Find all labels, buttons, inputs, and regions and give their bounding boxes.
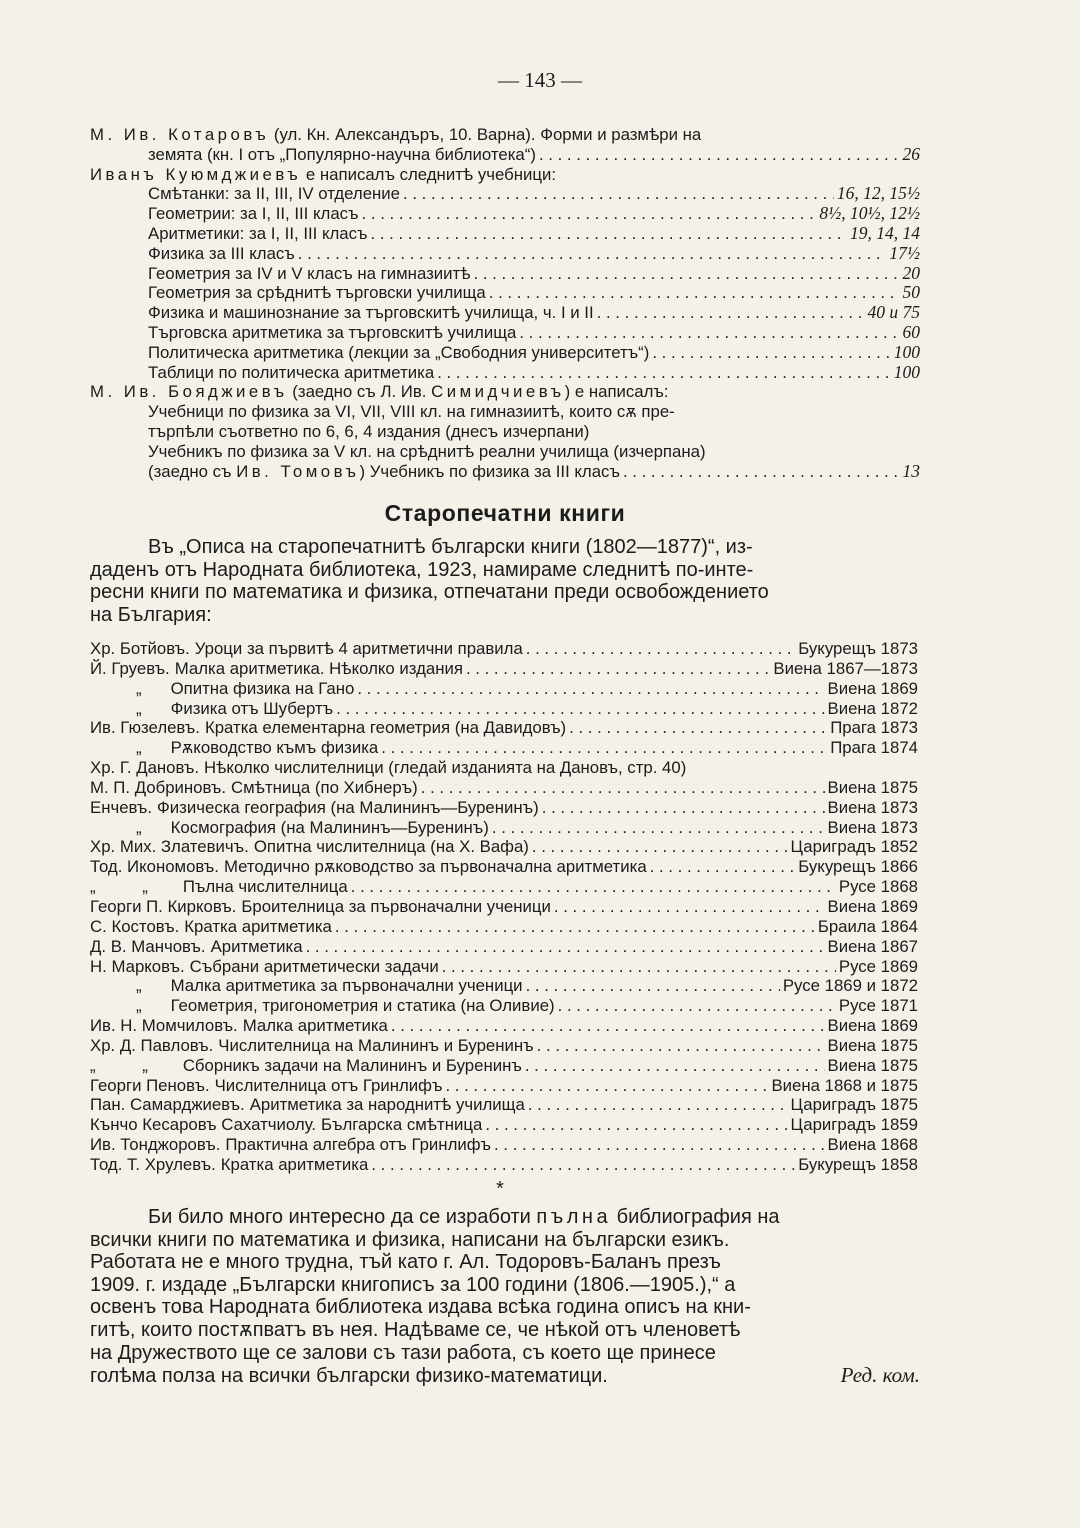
book-place-year: Виена 1875 [827,1035,918,1055]
book-author: „ [136,738,142,758]
book-title: Методично рѫководство за първоначална аритметика [223,857,647,877]
book-place-year: Русе 1871 [838,996,918,1016]
textbook-row [90,323,920,343]
textbook-value: 17½ [889,242,920,263]
book-author: Тод. Икономовъ. [90,857,219,877]
book-row [90,957,918,977]
dot-leader [362,204,817,224]
book-place-year: Виена 1872 [827,698,918,718]
book-title: Малка аритметика [242,1016,388,1036]
entry-text: (заедно съ [148,461,232,481]
authors-textbook-list [90,125,920,481]
book-row [90,857,918,877]
textbook-title: Геометрии: за I, II, III класъ [148,204,359,224]
book-row [90,659,918,679]
book-title: Физика отъ Шубертъ [170,698,334,718]
book-author: Хр. Мих. Златевичъ. [90,837,249,857]
dot-leader [554,897,825,917]
entry-text: (ул. Кн. Александъръ, 10. Варна). Форми и размѣри на [273,125,702,144]
book-author: Георги П. Кирковъ. [90,896,237,916]
dot-leader [421,778,825,798]
coauthor-name: Ив. Томовъ [236,461,360,481]
intro-paragraph [90,536,920,626]
dot-leader [336,699,824,719]
intro-line: ресни книги по математика и физика, отпечатани преди освобождението [90,581,769,603]
textbook-title: Търговска аритметика за търговскитѣ училища [148,322,517,342]
closing-line: Работата не е много трудна, тъй като г. Ал. Тодоровъ-Баланъ презъ [90,1251,721,1274]
textbook-value: 100 [893,361,920,382]
book-place-year: Букурещъ 1873 [798,639,918,658]
textbook-title: Смѣтанки: за II, III, IV отделение [148,184,401,204]
textbook-row [90,184,920,204]
textbook-row [90,224,920,244]
dot-leader [466,659,770,679]
author-name: Иванъ Куюмджиевъ [90,164,302,184]
book-place-year: Виена 1868 [827,1135,918,1155]
dot-leader [403,184,834,204]
boyadzhiev-line: Учебникъ по физика за V кл. на срѣднитѣ реални училища (изчерпана) [148,441,706,461]
book-title: Рѫководство къмъ физика [170,738,379,758]
book-author: Ив. Гюзелевъ. [90,718,200,738]
book-row [90,798,918,818]
dot-leader [445,1076,768,1096]
book-row [90,718,918,738]
book-place-year: Цариградъ 1852 [790,837,918,857]
author-name: М. Ив. Котаровъ [90,125,270,144]
book-place-year: Виена 1867 [827,936,918,956]
dot-leader [381,738,827,758]
closing-last-line [90,1364,920,1388]
book-place-year: Букурещъ 1866 [798,857,918,877]
textbook-value: 60 [902,321,920,342]
author-name: М. Ив. Бояджиевъ [90,382,288,402]
textbook-row [90,204,920,224]
book-author: Тод. Т. Хрулевъ. [90,1154,216,1174]
dot-leader [526,976,780,996]
book-author: „ [136,817,142,837]
book-author: Хр. Д. Павловъ. [90,1035,214,1055]
book-author: „ [136,976,142,996]
book-row [90,937,918,957]
textbook-title: Аритметики: за I, II, III класъ [148,223,368,243]
dot-leader [569,718,827,738]
dot-leader [494,1135,824,1155]
textbook-row [90,363,920,383]
book-author: Хр. Г. Дановъ. [90,758,200,778]
book-place-year: Букурещъ 1858 [798,1154,918,1174]
coauthor-name: Симидчиевъ [431,382,565,402]
dot-leader [335,917,815,937]
book-author: Ив. Тонджоровъ. [90,1135,221,1155]
book-title: Българска смѣтница [321,1115,483,1135]
textbook-row [90,244,920,264]
dot-leader [542,798,825,818]
intro-line: на България: [90,603,212,626]
book-author: Кънчо Кесаровъ Сахатчиолу. [90,1115,317,1135]
book-row [90,639,918,659]
book-author: Хр. Ботйовъ. [90,639,190,658]
dot-leader [298,244,887,264]
dot-leader [306,937,825,957]
book-row [90,818,918,838]
book-title: Космография (на Малининъ—Буренинъ) [170,817,489,837]
kuyumdzhiev-intro [90,165,920,185]
textbook-title: Физика и машинознание за търговскитѣ училища, ч. I и II [148,303,594,323]
section-heading: Старопечатни книги [384,500,626,526]
book-author: „ „ [90,1055,148,1075]
dot-leader [650,857,796,877]
book-author: „ [136,698,142,718]
book-row [90,679,918,699]
book-row [90,1115,918,1135]
book-author: „ „ [90,877,148,897]
book-author: „ [136,996,142,1016]
book-title: Аритметика [210,936,303,956]
boyadzhiev-line: търпѣли съответно по 6, 6, 4 издания (днесъ изчерпани) [148,421,590,441]
book-row [90,837,918,857]
boyadzhiev-intro [90,382,920,402]
dot-leader [652,343,890,363]
closing-line: гитѣ, които постѫпватъ въ нея. Надѣваме се, че нѣкой отъ членоветѣ [90,1318,741,1341]
book-author: М. П. Добриновъ. [90,777,227,797]
book-place-year: Виена 1869 [827,1016,918,1036]
closing-line: освенъ това Народната библиотека издава всѣка година описъ на кни- [90,1296,751,1319]
closing-line [90,1206,920,1229]
closing-line: на Дружеството ще се залови съ тази работа, съ което ще принесе [90,1341,716,1364]
book-title: Кратка аритметика [220,1154,369,1174]
book-place-year: Виена 1869 [827,896,918,916]
book-title: Сборникъ задачи на Малининъ и Буренинъ [182,1055,522,1075]
book-title: Нѣколко числителници (гледай изданията на Дановъ, стр. 40) [204,758,687,778]
book-title: Смѣтница (по Хибнеръ) [231,777,418,797]
emphasized-word: пълна [536,1206,612,1228]
book-title: Кратка аритметика [184,916,332,936]
dot-leader [391,1016,825,1036]
book-row [90,1095,918,1115]
entry-text: ) Учебникъ по физика за III класъ [359,461,620,481]
book-row [90,778,918,798]
book-title: Малка аритметика за първоначални ученици [170,976,523,996]
textbook-row [90,343,920,363]
book-place-year: Виена 1873 [827,797,918,817]
book-title: Аритметика за народнитѣ училища [249,1095,525,1115]
dot-leader [519,323,899,343]
book-place-year: Виена 1873 [827,817,918,837]
textbook-value: 8½, 10½, 12½ [819,203,920,224]
separator-asterisk: * [496,1178,504,1200]
dot-leader [623,462,900,482]
book-author: „ [136,678,142,698]
closing-text: библиография на [616,1206,780,1228]
book-row [90,758,918,778]
dot-leader [539,145,900,165]
textbook-value: 100 [893,341,920,362]
book-place-year: Виена 1869 [827,678,918,698]
book-title: Практична алгебра отъ Гринлифъ [225,1135,492,1155]
book-place-year: Виена 1868 и 1875 [771,1075,918,1095]
book-row [90,976,918,996]
textbook-row [90,283,920,303]
book-row [90,897,918,917]
dot-leader [357,679,824,699]
book-title: Пълна числителница [182,877,348,897]
closing-line: 1909. г. издаде „Български книгописъ за 100 години (1806.—1905.),“ а [90,1273,736,1296]
entry-text: е написалъ следнитѣ учебници: [305,164,557,184]
book-author: Ив. Н. Момчиловъ. [90,1016,238,1036]
dot-leader [525,1056,825,1076]
intro-line: Въ „Описа на старопечатнитѣ български книги (1802—1877)“, из- [148,536,753,558]
textbook-value: 40 и 75 [867,302,920,323]
book-title: Числителница отъ Гринлифъ [214,1075,443,1095]
book-title: Броителница за първоначални ученици [241,896,551,916]
book-author: Енчевъ. [90,797,153,817]
book-place-year: Прага 1873 [830,718,918,738]
textbook-row [90,303,920,323]
book-author: Георги Пеновъ. [90,1075,210,1095]
entry-text: (заедно съ Л. Ив. [292,382,427,402]
intro-line: даденъ отъ Народната библиотека, 1923, намираме следнитѣ по-инте- [90,558,754,581]
old-books-list [90,639,918,1175]
book-row [90,738,918,758]
book-title: Опитна числителница (на Х. Вафа) [253,837,529,857]
dot-leader [558,996,836,1016]
dot-leader [532,837,788,857]
entry-value: 13 [902,460,920,481]
dot-leader [351,877,836,897]
dot-leader [492,818,825,838]
book-author: С. Костовъ. [90,916,180,936]
closing-text: голѣма полза на всички български физико-математици. [90,1365,608,1388]
textbook-title: Геометрия за срѣднитѣ търговски училища [148,283,486,303]
book-row [90,877,918,897]
book-row [90,1036,918,1056]
textbook-title: Геометрия за IV и V класъ на гимназиитѣ [148,263,471,283]
book-author: Й. Груевъ. [90,658,170,678]
page-number: — 143 — [498,68,582,92]
dot-leader [371,1155,795,1175]
entry-text: земята (кн. I отъ „Популярно-научна библиотека“) [148,144,536,164]
closing-text: Би било много интересно да се изработи [148,1206,531,1228]
kotarov-entry-line2 [90,145,920,165]
boyadzhiev-last-line [90,462,920,482]
dot-leader [526,639,795,659]
book-place-year: Браила 1864 [817,916,918,936]
book-row [90,1016,918,1036]
book-title: Събрани аритметически задачи [189,956,439,976]
book-place-year: Виена 1875 [827,1055,918,1075]
textbook-value: 50 [902,282,920,303]
signature: Ред. ком. [840,1363,920,1388]
book-row [90,917,918,937]
dot-leader [597,303,865,323]
book-row [90,1056,918,1076]
closing-paragraph [90,1206,920,1388]
book-place-year: Виена 1875 [827,777,918,797]
textbook-title: Таблици по политическа аритметика [148,362,435,382]
boyadzhiev-line: Учебници по физика за VI, VII, VIII кл. на гимназиитѣ, които сѫ пре- [148,402,675,422]
book-place-year: Прага 1874 [830,738,918,758]
book-place-year: Русе 1869 и 1872 [782,976,918,996]
book-title: Числителница на Малининъ и Буренинъ [218,1035,534,1055]
book-author: Пан. Самарджиевъ. [90,1095,245,1115]
textbook-value: 16, 12, 15½ [836,183,920,204]
book-title: Геометрия, тригонометрия и статика (на Оливие) [170,996,555,1016]
book-title: Кратка елементарна геометрия (на Давидовъ) [204,718,567,738]
book-row [90,1076,918,1096]
textbook-title: Физика за III класъ [148,243,295,263]
book-author: Н. Марковъ. [90,956,185,976]
book-row [90,1135,918,1155]
book-place-year: Цариградъ 1859 [790,1115,918,1135]
book-place-year: Цариградъ 1875 [790,1095,918,1115]
dot-leader [474,264,900,284]
book-title: Физическа география (на Малининъ—Буренинъ) [157,797,539,817]
kuyumdzhiev-textbooks [90,184,920,382]
entry-text: ) е написалъ: [564,382,669,402]
book-row [90,1155,918,1175]
book-row [90,996,918,1016]
textbook-title: Политическа аритметика (лекции за „Свободния университетъ“) [148,342,650,362]
textbook-row [90,264,920,284]
textbook-value: 20 [902,262,920,283]
dot-leader [489,283,900,303]
entry-value: 26 [902,143,920,164]
book-title: Малка аритметика. Нѣколко издания [174,658,463,678]
book-title: Уроци за първитѣ 4 аритметични правила [194,639,523,658]
dot-leader [528,1095,788,1115]
closing-line: всички книги по математика и физика, написани на български езикъ. [90,1228,730,1251]
book-title: Опитна физика на Гано [170,678,355,698]
book-row [90,699,918,719]
dot-leader [371,224,847,244]
dot-leader [442,957,836,977]
dot-leader [485,1115,787,1135]
dot-leader [537,1036,825,1056]
textbook-value: 19, 14, 14 [850,222,920,243]
book-place-year: Русе 1869 [838,956,918,976]
book-place-year: Виена 1867—1873 [773,658,918,678]
book-place-year: Русе 1868 [838,877,918,897]
dot-leader [437,363,891,383]
book-author: Д. В. Манчовъ. [90,936,206,956]
kotarov-entry-line1 [90,125,920,145]
